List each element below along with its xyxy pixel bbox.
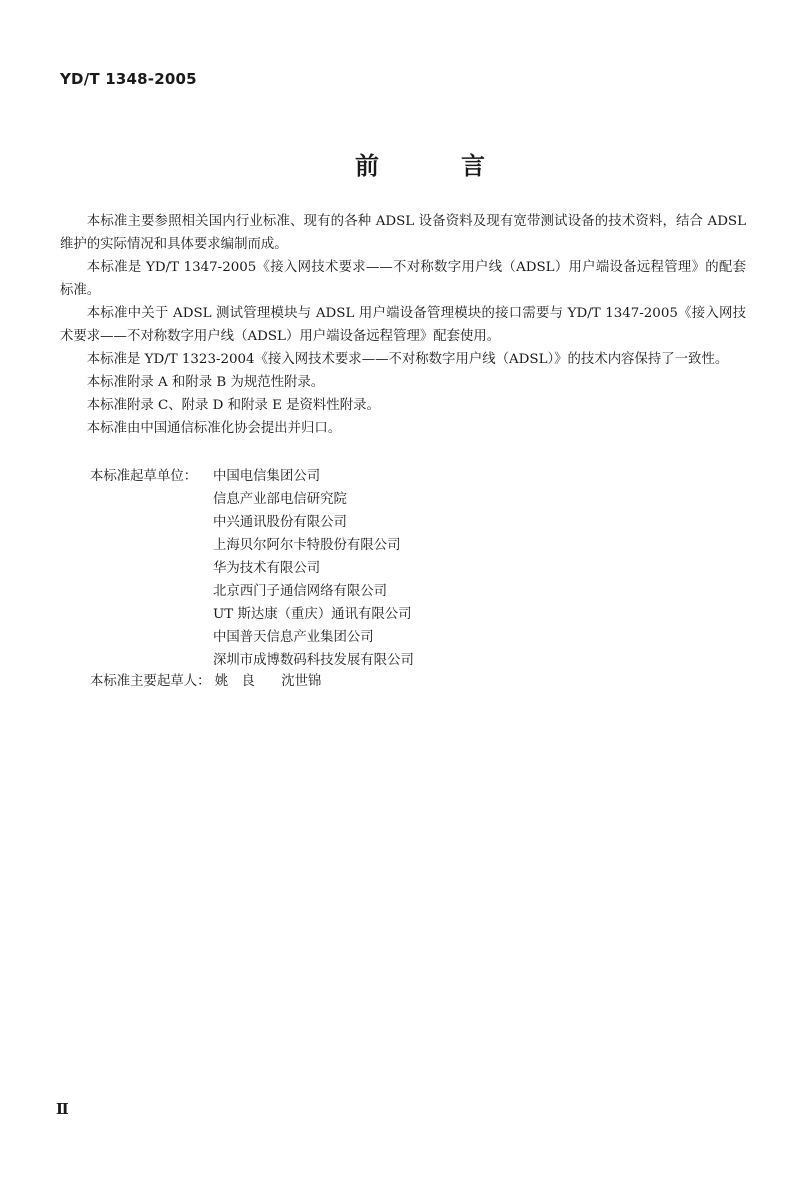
list-item: 信息产业部电信研究院 (213, 492, 347, 507)
paragraph: 本标准中关于 ADSL 测试管理模块与 ADSL 用户端设备管理模块的接口需要与 YD/T 1347-2005《接入网技术要求——不对称数字用户线（ADSL）用户端设备远程管理》配套使用。 (60, 306, 746, 344)
document-id: YD/T 1348-2005 (60, 70, 197, 88)
paragraph: 本标准主要参照相关国内行业标准、现有的各种 ADSL 设备资料及现有宽带测试设备的技术资料，结合 ADSL 维护的实际情况和具体要求编制而成。 (60, 214, 746, 252)
list-item: 北京西门子通信网络有限公司 (213, 584, 388, 599)
drafters-line (90, 670, 343, 689)
list-item: 中国普天信息产业集团公司 (213, 630, 374, 645)
page-title (355, 146, 485, 181)
list-item: 中兴通讯股份有限公司 (213, 515, 347, 530)
paragraph: 本标准是 YD/T 1323-2004《接入网技术要求——不对称数字用户线（ADSL）》的技术内容保持了一致性。 (86, 352, 729, 367)
drafter-name: 姚 良 (214, 674, 255, 689)
paragraph: 本标准附录 C、附录 D 和附录 E 是资料性附录。 (86, 398, 380, 413)
list-item: UT 斯达康（重庆）通讯有限公司 (213, 607, 412, 622)
list-item: 华为技术有限公司 (213, 561, 321, 576)
list-item: 中国电信集团公司 (213, 469, 321, 484)
paragraph: 本标准由中国通信标准化协会提出并归口。 (86, 421, 342, 436)
list-item: 上海贝尔阿尔卡特股份有限公司 (213, 538, 401, 553)
drafters-names (215, 674, 344, 689)
preface-body (60, 210, 746, 440)
title-char-1: 前 (355, 151, 379, 180)
paragraph: 本标准附录 A 和附录 B 为规范性附录。 (86, 375, 325, 390)
title-char-2: 言 (461, 151, 485, 180)
list-item: 深圳市成博数码科技发展有限公司 (213, 653, 414, 668)
drafters-label: 本标准主要起草人： (90, 674, 211, 689)
drafting-units-list (213, 465, 414, 672)
page-number: Ⅱ (56, 1100, 69, 1118)
drafting-units-label: 本标准起草单位： (90, 469, 198, 484)
drafter-name: 沈世锦 (281, 674, 322, 689)
paragraph: 本标准是 YD/T 1347-2005《接入网技术要求——不对称数字用户线（ADSL）用户端设备远程管理》的配套标准。 (60, 260, 746, 298)
